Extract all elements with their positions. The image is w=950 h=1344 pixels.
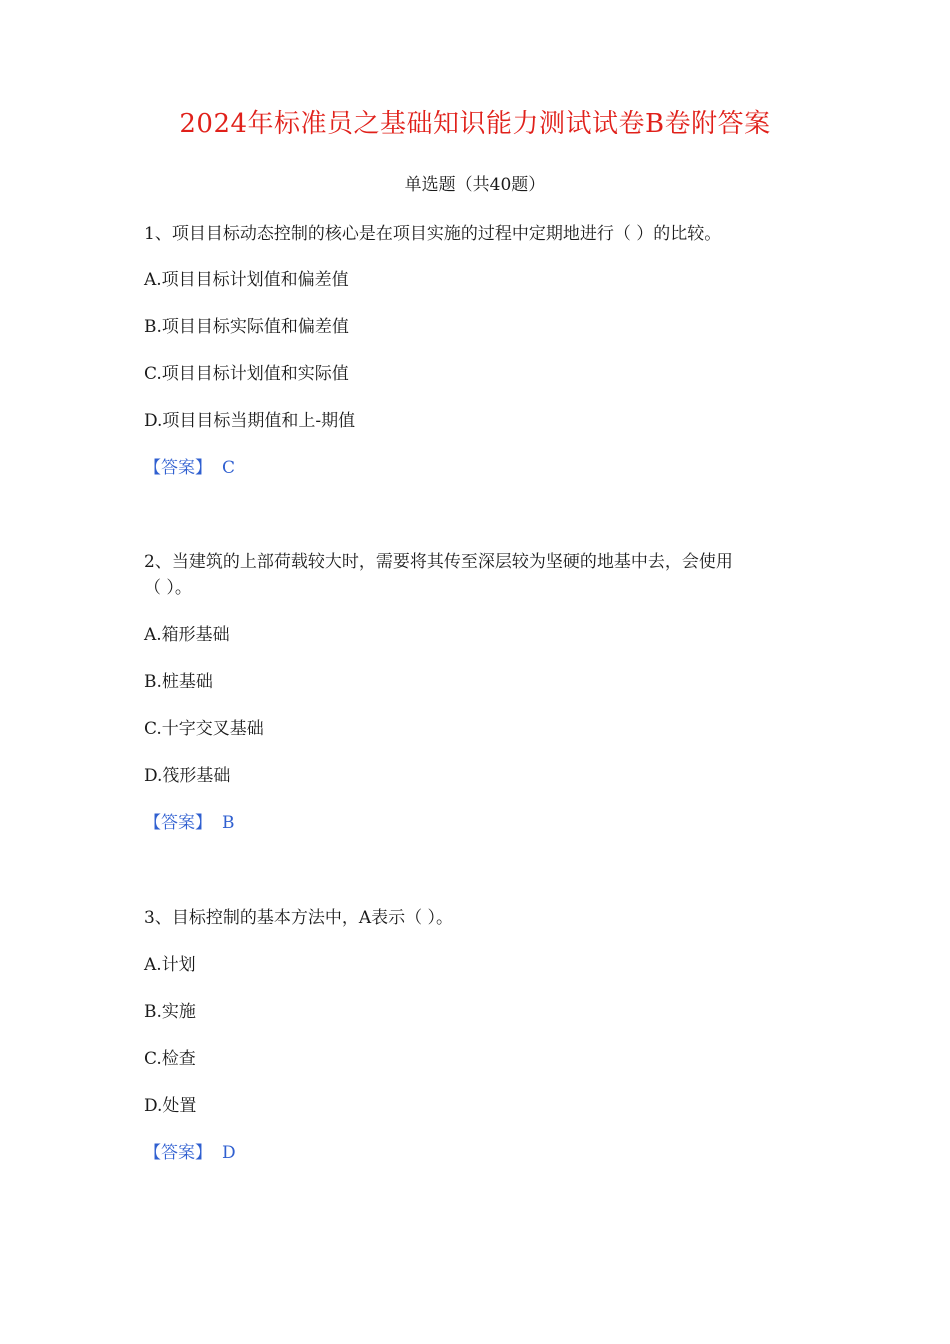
question-1-option-d: D.项目目标当期值和上-期值	[144, 411, 356, 431]
answer-label: 【答案】	[144, 813, 212, 833]
question-2-stem-line-2: （ ）。	[144, 578, 192, 598]
question-3-option-c: C.检查	[144, 1049, 196, 1069]
question-3-answer	[144, 1139, 824, 1167]
answer-label: 【答案】	[144, 458, 212, 478]
question-2-option-c: C.十字交叉基础	[144, 719, 264, 739]
question-1-answer	[144, 454, 824, 482]
question-3-stem: 3、目标控制的基本方法中，A表示（ ）。	[144, 908, 453, 928]
question-3-option-d: D.处置	[144, 1096, 197, 1116]
question-1-option-a: A.项目目标计划值和偏差值	[144, 270, 349, 290]
question-2-option-d: D.筏形基础	[144, 766, 231, 786]
question-1-stem: 1、项目目标动态控制的核心是在项目实施的过程中定期地进行（ ）的比较。	[144, 224, 722, 244]
question-2-answer	[144, 809, 824, 837]
question-2-stem-line-1: 2、当建筑的上部荷载较大时，需要将其传至深层较为坚硬的地基中去，会使用	[144, 552, 733, 572]
question-1-option-c: C.项目目标计划值和实际值	[144, 364, 349, 384]
question-1-option-b: B.项目目标实际值和偏差值	[144, 317, 349, 337]
question-2-option-a: A.箱形基础	[144, 625, 230, 645]
section-heading: 单选题（共40题）	[404, 175, 546, 195]
answer-value: B	[222, 813, 235, 833]
answer-value: C	[222, 458, 236, 478]
question-2-option-b: B.桩基础	[144, 672, 213, 692]
answer-value: D	[222, 1143, 236, 1163]
question-3-option-b: B.实施	[144, 1002, 196, 1022]
answer-label: 【答案】	[144, 1143, 212, 1163]
question-3-option-a: A.计划	[144, 955, 196, 975]
page-title: 2024年标准员之基础知识能力测试试卷B卷附答案	[179, 109, 771, 139]
